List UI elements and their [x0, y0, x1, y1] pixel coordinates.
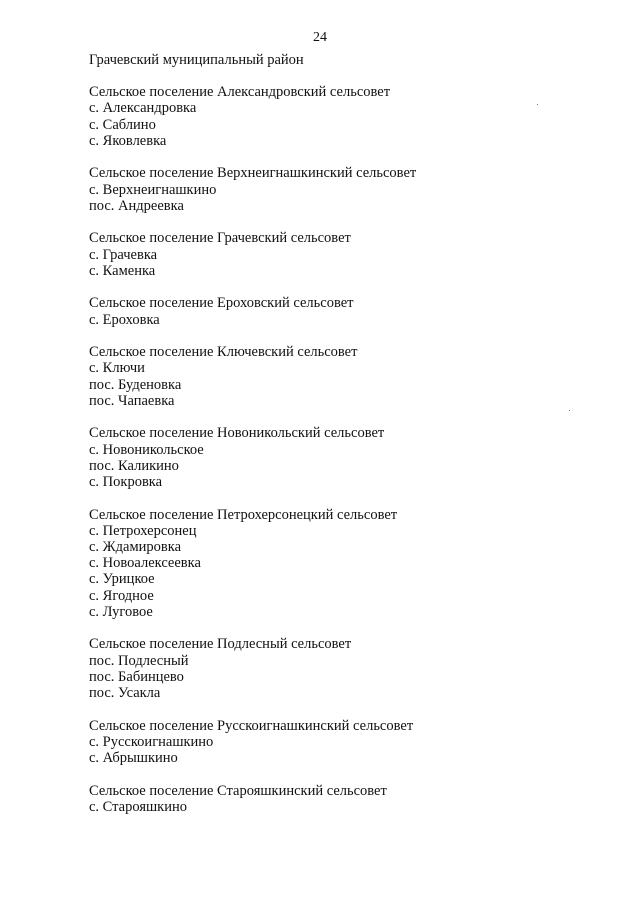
district-heading: Грачевский муниципальный район	[89, 52, 304, 68]
place-item: с. Абрышкино	[89, 750, 178, 767]
page-number: 24	[313, 30, 327, 45]
scan-speck	[537, 104, 538, 105]
place-item: пос. Буденовка	[89, 376, 182, 393]
settlement-group	[89, 425, 589, 490]
settlement-group	[89, 230, 589, 279]
place-item: с. Ягодное	[89, 587, 154, 604]
place-item: с. Верхнеигнашкино	[89, 181, 217, 198]
settlement-list	[89, 84, 589, 815]
place-item: пос. Усакла	[89, 685, 161, 702]
place-item: с. Ждамировка	[89, 539, 182, 556]
place-item: с. Луговое	[89, 603, 153, 620]
place-item: с. Каменка	[89, 262, 156, 279]
place-item: с. Ероховка	[89, 311, 160, 328]
settlement-group	[89, 507, 589, 620]
settlement-title: Сельское поселение Подлесный сельсовет	[89, 636, 352, 653]
place-item: пос. Подлесный	[89, 652, 189, 669]
settlement-title: Сельское поселение Ероховский сельсовет	[89, 295, 354, 312]
place-item: с. Новоникольское	[89, 441, 204, 458]
place-item: с. Александровка	[89, 100, 197, 117]
place-item: с. Грачевка	[89, 246, 158, 263]
place-item: с. Ключи	[89, 360, 145, 377]
place-item: с. Русскоигнашкино	[89, 733, 214, 750]
settlement-title: Сельское поселение Верхнеигнашкинский сельсовет	[89, 165, 417, 182]
place-item: с. Яковлевка	[89, 132, 167, 149]
place-item: с. Покровка	[89, 474, 163, 491]
place-item: с. Старояшкино	[89, 798, 187, 815]
place-item: с. Урицкое	[89, 571, 155, 588]
settlement-group	[89, 344, 589, 409]
settlement-title: Сельское поселение Александровский сельсовет	[89, 84, 391, 101]
place-item: с. Новоалексеевка	[89, 555, 201, 572]
place-item: с. Саблино	[89, 116, 156, 133]
settlement-group	[89, 636, 589, 701]
settlement-title: Сельское поселение Грачевский сельсовет	[89, 230, 351, 247]
settlement-group	[89, 718, 589, 767]
settlement-title: Сельское поселение Старояшкинский сельсовет	[89, 782, 387, 799]
place-item: пос. Чапаевка	[89, 392, 175, 409]
place-item: пос. Андреевка	[89, 197, 184, 214]
settlement-title: Сельское поселение Русскоигнашкинский сельсовет	[89, 717, 414, 734]
document-body	[89, 52, 589, 831]
scan-speck	[569, 410, 570, 411]
settlement-group	[89, 84, 589, 149]
place-item: пос. Каликино	[89, 457, 179, 474]
settlement-group	[89, 783, 589, 815]
settlement-group	[89, 165, 589, 214]
settlement-title: Сельское поселение Новоникольский сельсовет	[89, 425, 385, 442]
settlement-title: Сельское поселение Петрохерсонецкий сельсовет	[89, 506, 398, 523]
settlement-group	[89, 295, 589, 327]
settlement-title: Сельское поселение Ключевский сельсовет	[89, 344, 358, 361]
place-item: пос. Бабинцево	[89, 668, 184, 685]
place-item: с. Петрохерсонец	[89, 522, 197, 539]
